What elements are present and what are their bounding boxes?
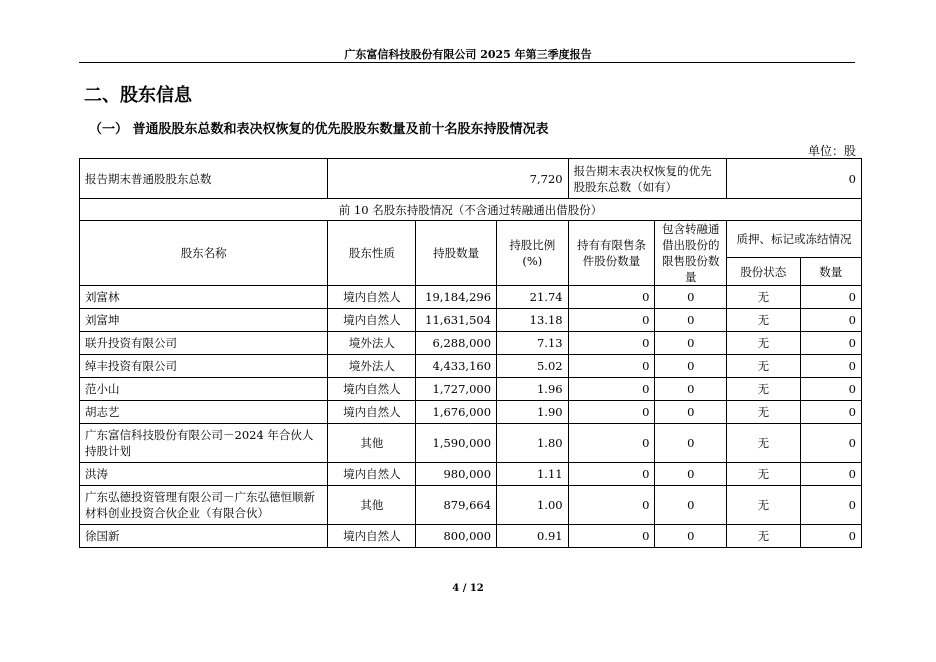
cell-ratio: 21.74: [497, 286, 569, 309]
cell-restricted: 0: [568, 355, 655, 378]
cell-shares: 6,288,000: [416, 332, 497, 355]
cell-status: 无: [727, 309, 801, 332]
cell-name: 洪涛: [80, 463, 328, 486]
cell-shares: 19,184,296: [416, 286, 497, 309]
cell-status: 无: [727, 286, 801, 309]
cell-lending: 0: [655, 332, 727, 355]
summary-row: [80, 159, 862, 199]
cell-name: 绰丰投资有限公司: [80, 355, 328, 378]
table-row: [80, 309, 862, 332]
cell-ratio: 1.80: [497, 424, 569, 463]
cell-shares: 879,664: [416, 486, 497, 525]
cell-ratio: 0.91: [497, 525, 569, 548]
report-header-title: 广东富信科技股份有限公司 2025 年第三季度报告: [344, 48, 592, 61]
table-row: [80, 332, 862, 355]
cell-status: 无: [727, 525, 801, 548]
col-header-restricted: 持有有限售条件股份数量: [568, 221, 655, 286]
cell-shares: 980,000: [416, 463, 497, 486]
cell-lending: 0: [655, 309, 727, 332]
cell-qty: 0: [800, 401, 861, 424]
cell-name: 胡志艺: [80, 401, 328, 424]
cell-name: 范小山: [80, 378, 328, 401]
cell-nature: 境内自然人: [328, 378, 416, 401]
total-shareholders-value: 7,720: [328, 159, 568, 199]
cell-nature: 境外法人: [328, 355, 416, 378]
col-header-pledge: 质押、标记或冻结情况: [727, 221, 862, 258]
cell-restricted: 0: [568, 378, 655, 401]
cell-qty: 0: [800, 286, 861, 309]
cell-nature: 境内自然人: [328, 309, 416, 332]
cell-nature: 境内自然人: [328, 463, 416, 486]
table-row: [80, 486, 862, 525]
cell-qty: 0: [800, 378, 861, 401]
cell-restricted: 0: [568, 286, 655, 309]
cell-nature: 境内自然人: [328, 401, 416, 424]
preferred-shareholders-value: 0: [727, 159, 862, 199]
top10-caption: 前 10 名股东持股情况（不含通过转融通出借股份）: [80, 199, 862, 221]
unit-label: 单位：股: [807, 144, 856, 158]
cell-ratio: 1.96: [497, 378, 569, 401]
cell-lending: 0: [655, 355, 727, 378]
cell-shares: 11,631,504: [416, 309, 497, 332]
cell-restricted: 0: [568, 486, 655, 525]
col-header-qty: 数量: [800, 258, 861, 286]
cell-qty: 0: [800, 486, 861, 525]
col-header-nature: 股东性质: [328, 221, 416, 286]
cell-shares: 1,676,000: [416, 401, 497, 424]
subsection-title: （一） 普通股股东总数和表决权恢复的优先股股东数量及前十名股东持股情况表: [89, 122, 549, 137]
table-row: [80, 401, 862, 424]
total-shareholders-label: 报告期末普通股股东总数: [80, 159, 328, 199]
cell-status: 无: [727, 424, 801, 463]
cell-restricted: 0: [568, 525, 655, 548]
cell-ratio: 1.90: [497, 401, 569, 424]
col-header-status: 股份状态: [727, 258, 801, 286]
top10-caption-row: [80, 199, 862, 221]
cell-ratio: 13.18: [497, 309, 569, 332]
preferred-shareholders-label: 报告期末表决权恢复的优先股股东总数（如有）: [568, 159, 726, 199]
col-header-shares: 持股数量: [416, 221, 497, 286]
cell-restricted: 0: [568, 332, 655, 355]
cell-lending: 0: [655, 463, 727, 486]
cell-restricted: 0: [568, 463, 655, 486]
cell-shares: 4,433,160: [416, 355, 497, 378]
cell-shares: 1,727,000: [416, 378, 497, 401]
header-divider: [79, 62, 855, 63]
cell-status: 无: [727, 486, 801, 525]
cell-name: 广东弘德投资管理有限公司－广东弘德恒顺新材料创业投资合伙企业（有限合伙）: [80, 486, 328, 525]
table-row: [80, 424, 862, 463]
cell-ratio: 5.02: [497, 355, 569, 378]
cell-qty: 0: [800, 309, 861, 332]
cell-nature: 境内自然人: [328, 525, 416, 548]
cell-name: 刘富林: [80, 286, 328, 309]
table-row: [80, 525, 862, 548]
cell-ratio: 1.00: [497, 486, 569, 525]
cell-qty: 0: [800, 424, 861, 463]
cell-lending: 0: [655, 525, 727, 548]
cell-lending: 0: [655, 486, 727, 525]
cell-qty: 0: [800, 355, 861, 378]
cell-status: 无: [727, 401, 801, 424]
cell-status: 无: [727, 378, 801, 401]
table-row: [80, 378, 862, 401]
cell-qty: 0: [800, 525, 861, 548]
cell-restricted: 0: [568, 401, 655, 424]
table-row: [80, 286, 862, 309]
cell-nature: 其他: [328, 424, 416, 463]
cell-ratio: 7.13: [497, 332, 569, 355]
table-row: [80, 355, 862, 378]
cell-qty: 0: [800, 332, 861, 355]
cell-restricted: 0: [568, 424, 655, 463]
shareholder-table: [79, 158, 862, 548]
cell-status: 无: [727, 332, 801, 355]
cell-lending: 0: [655, 424, 727, 463]
col-header-name: 股东名称: [80, 221, 328, 286]
cell-qty: 0: [800, 463, 861, 486]
cell-name: 徐国新: [80, 525, 328, 548]
cell-restricted: 0: [568, 309, 655, 332]
cell-name: 广东富信科技股份有限公司－2024 年合伙人持股计划: [80, 424, 328, 463]
cell-nature: 境内自然人: [328, 286, 416, 309]
cell-name: 刘富坤: [80, 309, 328, 332]
col-header-ratio: 持股比例 (%): [497, 221, 569, 286]
cell-nature: 其他: [328, 486, 416, 525]
column-header-row-1: [80, 221, 862, 258]
cell-status: 无: [727, 355, 801, 378]
cell-ratio: 1.11: [497, 463, 569, 486]
cell-lending: 0: [655, 401, 727, 424]
cell-status: 无: [727, 463, 801, 486]
section-title: 二、股东信息: [84, 85, 192, 106]
cell-lending: 0: [655, 286, 727, 309]
table-row: [80, 463, 862, 486]
cell-shares: 800,000: [416, 525, 497, 548]
col-header-lending: 包含转融通借出股份的限售股份数量: [655, 221, 727, 286]
page-number: 4 / 12: [452, 583, 484, 594]
cell-nature: 境外法人: [328, 332, 416, 355]
cell-shares: 1,590,000: [416, 424, 497, 463]
cell-name: 联升投资有限公司: [80, 332, 328, 355]
cell-lending: 0: [655, 378, 727, 401]
